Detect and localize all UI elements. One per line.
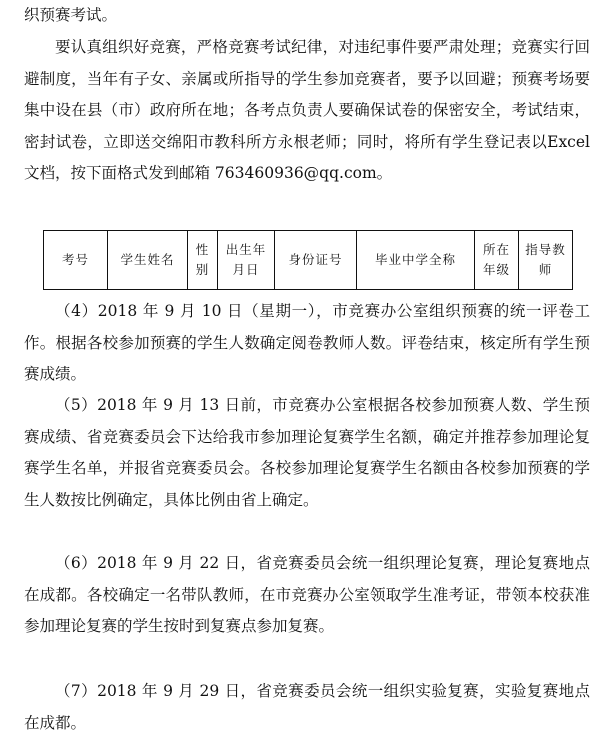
col-header-exam-number: 考号 [44, 231, 108, 290]
paragraph-continuation: 织预赛考试。 [24, 6, 118, 24]
registration-format-table [43, 230, 573, 290]
col-header-gender: 性别 [188, 231, 218, 290]
paragraph-item-7: （7）2018 年 9 月 29 日，省竞赛委员会统一组织实验复赛，实验复赛地点在成都。 [24, 682, 590, 732]
paragraph-item-6: （6）2018 年 9 月 22 日，省竞赛委员会统一组织理论复赛，理论复赛地点在成都。各校确定一名带队教师，在市竞赛办公室领取学生准考证，带领本校获准参加理论复赛的学生按时到复赛点参加复赛。 [24, 554, 590, 635]
table-header-row [44, 231, 573, 290]
paragraph-item-5: （5）2018 年 9 月 13 日前，市竞赛办公室根据各校参加预赛人数、学生预赛成绩、省竞赛委员会下达给我市参加理论复赛学生名额，确定并推荐参加理论复赛学生名单，并报省竞赛委员会。各校参加理论复赛学生名额由各校参加预赛的学生人数按比例确定，具体比例由省上确定。 [24, 396, 590, 509]
col-header-student-name: 学生姓名 [108, 231, 188, 290]
col-header-school-name: 毕业中学全称 [357, 231, 475, 290]
col-header-birth-date: 出生年月日 [218, 231, 275, 290]
col-header-advisor: 指导教师 [519, 231, 573, 290]
paragraph-competition-rules: 要认真组织好竞赛，严格竞赛考试纪律，对违纪事件要严肃处理；竞赛实行回避制度，当年有子女、亲属或所指导的学生参加竞赛者，要予以回避；预赛考场要集中设在县（市）政府所在地；各考点负责人要确保试卷的保密安全，考试结束，密封试卷，立即送交绵阳市教科所方永根老师；同时，将所有学生登记表以Excel 文档，按下面格式发到邮箱 763460936@qq.com。 [24, 38, 590, 182]
col-header-id-number: 身份证号 [275, 231, 357, 290]
col-header-grade: 所在年级 [475, 231, 519, 290]
paragraph-item-4: （4）2018 年 9 月 10 日（星期一），市竞赛办公室组织预赛的统一评卷工作。根据各校参加预赛的学生人数确定阅卷教师人数。评卷结束，核定所有学生预赛成绩。 [24, 302, 590, 383]
